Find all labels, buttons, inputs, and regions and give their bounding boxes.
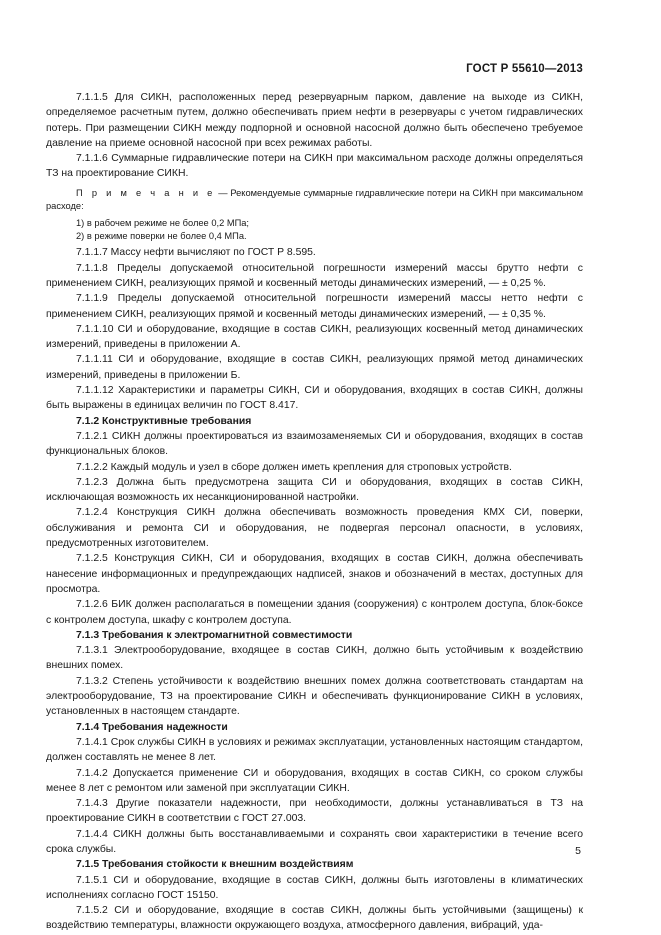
body-flow <box>46 245 583 933</box>
paragraph: 7.1.1.9 Пределы допускаемой относительной погрешности измерений массы нетто нефти с применением СИКН, реализующих прямой и косвенный методы динамических измерений, — ± 0,35 %. <box>46 293 583 320</box>
paragraph: 7.1.2.4 Конструкция СИКН должна обеспечивать возможность проведения КМХ СИ, поверки, обслуживания и ремонта СИ и оборудования, не подвергая персонал опасности, в условиях, предусмотренных изготовителем. <box>46 507 583 550</box>
note <box>46 187 583 214</box>
paragraph: 7.1.1.12 Характеристики и параметры СИКН, СИ и оборудования, входящих в состав СИКН, должны быть выражены в единицах величин по ГОСТ 8.417. <box>46 385 583 412</box>
note-label: П р и м е ч а н и е <box>76 187 216 198</box>
page-content <box>46 90 583 934</box>
paragraph: 7.1.4.4 СИКН должны быть восстанавливаемыми и сохранять свои характеристики в течение всего срока службы. <box>46 828 583 855</box>
paragraph: 7.1.1.5 Для СИКН, расположенных перед резервуарным парком, давление на выходе из СИКН, определяемое расчетным путем, должно обеспечивать прием нефти в резервуары с учетом гидравлических потерь. При размещении СИКН между подпорной и основной насосной должно быть обеспечено требуемое давление на приеме основной насосной при всех режимах работы. <box>46 92 583 149</box>
paragraph: 7.1.1.7 Массу нефти вычисляют по ГОСТ Р 8.595. <box>76 247 316 259</box>
paragraph: 7.1.3.1 Электрооборудование, входящее в состав СИКН, должно быть устойчивым к воздействию внешних помех. <box>46 645 583 672</box>
paragraph: 7.1.4.2 Допускается применение СИ и оборудования, входящих в состав СИКН, со сроком службы менее 8 лет с ремонтом или заменой при эксплуатации СИКН. <box>46 767 583 794</box>
section-heading: 7.1.2 Конструктивные требования <box>76 415 252 427</box>
note-item: 1) в рабочем режиме не более 0,2 МПа; <box>76 217 249 228</box>
paragraph: 7.1.2.5 Конструкция СИКН, СИ и оборудования, входящих в состав СИКН, должна обеспечивать нанесение информационных и предупреждающих надписей, знаков и обозначений в местах, доступных для просмотра. <box>46 553 583 595</box>
paragraph: 7.1.1.11 СИ и оборудование, входящие в состав СИКН, реализующих прямой метод динамических измерений, приведены в приложении Б. <box>46 354 583 381</box>
paragraph: 7.1.2.3 Должна быть предусмотрена защита СИ и оборудования, входящих в состав СИКН, исключающая возможность их несанкционированной настройки. <box>46 476 583 504</box>
paragraph: 7.1.3.2 Степень устойчивости к воздействию внешних помех должна соответствовать стандартам на электрооборудование, ТЗ на проектирование СИКН и обеспечивать функционирование СИКН в условиях, установленных в настоящем стандарте. <box>46 675 583 718</box>
note-text: — Рекомендуемые суммарные гидравлические потери на СИКН при максимальном расходе: <box>46 187 583 212</box>
section-heading: 7.1.3 Требования к электромагнитной совместимости <box>76 629 353 641</box>
paragraph: 7.1.5.1 СИ и оборудование, входящие в состав СИКН, должны быть изготовлены в климатических исполнениях согласно ГОСТ 15150. <box>46 874 583 901</box>
paragraph: 7.1.2.2 Каждый модуль и узел в сборе должен иметь крепления для строповых устройств. <box>76 461 512 473</box>
paragraph: 7.1.1.8 Пределы допускаемой относительной погрешности измерений массы брутто нефти с применением СИКН, реализующих прямой и косвенный методы динамических измерений, — ± 0,25 %. <box>46 262 583 289</box>
paragraph: 7.1.4.1 Срок службы СИКН в условиях и режимах эксплуатации, установленных настоящим стандартом, должен составлять не менее 8 лет. <box>46 736 583 764</box>
section-heading: 7.1.5 Требования стойкости к внешним воздействиям <box>76 859 354 871</box>
paragraph: 7.1.2.1 СИКН должны проектироваться из взаимозаменяемых СИ и оборудования, входящих в состав функциональных блоков. <box>46 430 583 458</box>
paragraph: 7.1.1.10 СИ и оборудование, входящие в состав СИКН, реализующих косвенный метод динамических измерений, приведены в приложении А. <box>46 323 583 351</box>
paragraph: 7.1.1.6 Суммарные гидравлические потери на СИКН при максимальном расходе должны определяться ТЗ на проектирование СИКН. <box>46 153 583 180</box>
document-code: ГОСТ Р 55610—2013 <box>466 63 583 75</box>
page-number: 5 <box>575 845 581 857</box>
note-item: 2) в режиме поверки не более 0,4 МПа. <box>76 231 247 241</box>
paragraph: 7.1.4.3 Другие показатели надежности, при необходимости, должны устанавливаться в ТЗ на проектирование СИКН в соответствии с ГОСТ 27.003. <box>46 798 583 825</box>
paragraph: 7.1.5.2 СИ и оборудование, входящие в состав СИКН, должны быть устойчивыми (защищены) к воздействию температуры, влажности окружающего воздуха, атмосферного давления, вибраций, уда- <box>46 905 583 932</box>
section-heading: 7.1.4 Требования надежности <box>76 721 228 733</box>
paragraph: 7.1.2.6 БИК должен располагаться в помещении здания (сооружения) с контролем доступа, блок-боксе с контролем доступа, шкафу с контролем доступа. <box>46 599 583 626</box>
